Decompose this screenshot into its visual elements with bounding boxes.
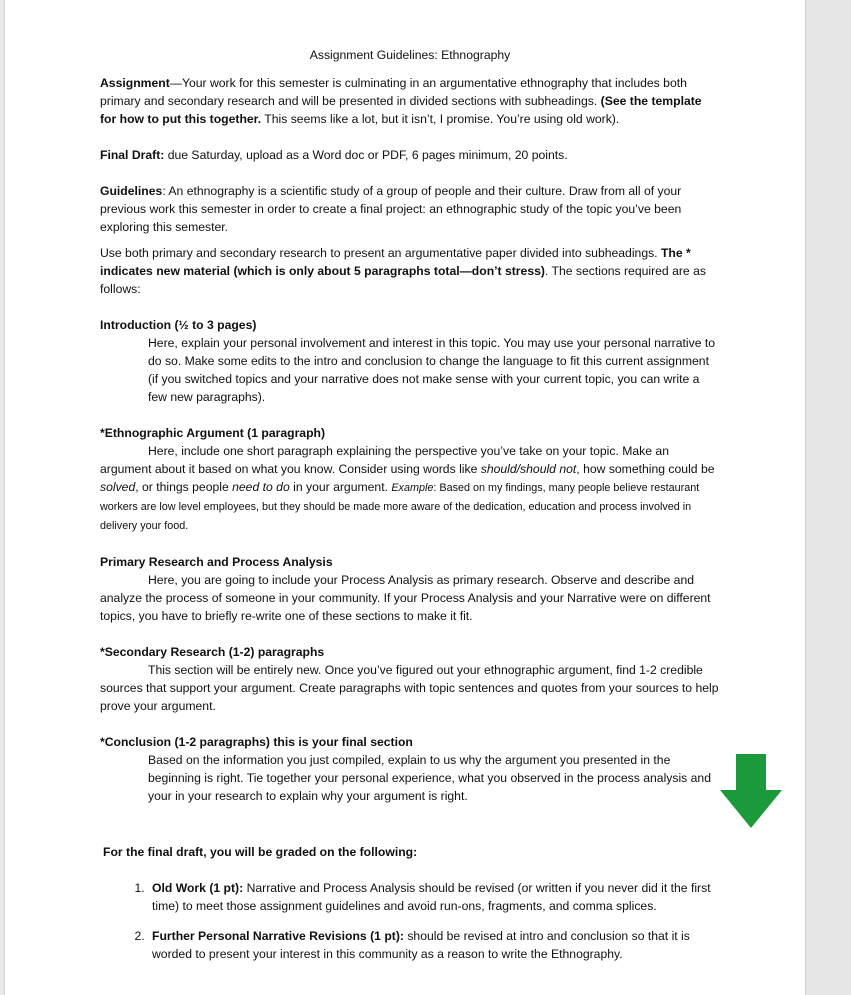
example-text: Example: Based on my findings, many people believe restaurant workers are low level employees, but they should be made more aware of the dedication, education and process involved in delivery your food. [100,482,700,532]
section-heading-primary-research: Primary Research and Process Analysis [100,555,333,569]
final-draft-label: Final Draft: [100,148,165,162]
graded-heading: For the final draft, you will be graded on the following: [103,845,418,859]
document-content [100,46,720,975]
assignment-label: Assignment [100,76,170,90]
guidelines-paragraph: Guidelines: An ethnography is a scientific study of a group of people and their culture. Draw from all of your previous work this semester in order to create a final project: an ethnographic study of the topic you’ve been exploring this semester. [100,184,682,234]
section-body-secondary-research: This section will be entirely new. Once you’ve figured out your ethnographic argument, find 1-2 credible sources that support your argument. Create paragraphs with topic sentences and quotes from your sources to help prove your argument. [100,663,719,713]
document-title: Assignment Guidelines: Ethnography [309,48,511,62]
window-gutter [806,0,851,995]
section-body-primary-research: Here, you are going to include your Process Analysis as primary research. Observe and describe and analyze the process of someone in your community. If your Process Analysis and your Narrative were on different topics, you have to briefly re-write one of these sections to make it fit. [100,573,711,623]
document-page [4,0,806,995]
grading-item: 1. Old Work (1 pt): Narrative and Process Analysis should be revised (or written if you never did it the first time) to meet those assignment guidelines and avoid run-ons, fragments, and comma splices. [148,879,720,915]
section-heading-ethnographic-argument: *Ethnographic Argument (1 paragraph) [100,426,326,440]
section-body-introduction: Here, explain your personal involvement and interest in this topic. You may use your personal narrative to do so. Make some edits to the intro and conclusion to change the language to fit this current assignment (if you switched topics and your narrative does not make sense with your current topic, you can write a few new paragraphs). [148,336,716,404]
section-body-ethnographic-argument: Here, include one short paragraph explaining the perspective you’ve take on your topic. Make an argument about it based on what you know. Consider using words like should/should not, how something could be solved, or things people need to do in your argument. Example: Based on my findings, many people believe restaurant workers are low level employees, but they should be made more aware of the dedication, education and process involved in delivery your food. [100,444,715,532]
final-draft-paragraph: Final Draft: due Saturday, upload as a Word doc or PDF, 6 pages minimum, 20 points. [100,148,568,162]
down-arrow-icon [720,754,782,828]
section-heading-conclusion: *Conclusion (1-2 paragraphs) this is your final section [100,735,413,749]
guidelines-label: Guidelines [100,184,163,198]
assignment-paragraph: Assignment—Your work for this semester is culminating in an argumentative ethnography that includes both primary and secondary research and will be presented in divided sections with subheadings. (See the template for how to put this together. This seems like a lot, but it isn’t, I promise. You’re using old work). [100,76,702,126]
section-body-conclusion: Based on the information you just compiled, explain to us why the argument you presented in the beginning is right. Tie together your personal experience, what you observed in the process analysis and your in your research to explain why your argument is right. [148,753,711,803]
grading-list [100,879,720,963]
section-heading-secondary-research: *Secondary Research (1-2) paragraphs [100,645,325,659]
section-heading-introduction: Introduction (½ to 3 pages) [100,318,257,332]
grading-item: 2. Further Personal Narrative Revisions (1 pt): should be revised at intro and conclusion so that it is worded to present your interest in this community as a reason to write the Ethnography. [148,927,720,963]
usage-paragraph: Use both primary and secondary research to present an argumentative paper divided into subheadings. The * indicates new material (which is only about 5 paragraphs total—don’t stress). The sections required are as follows: [100,246,706,296]
